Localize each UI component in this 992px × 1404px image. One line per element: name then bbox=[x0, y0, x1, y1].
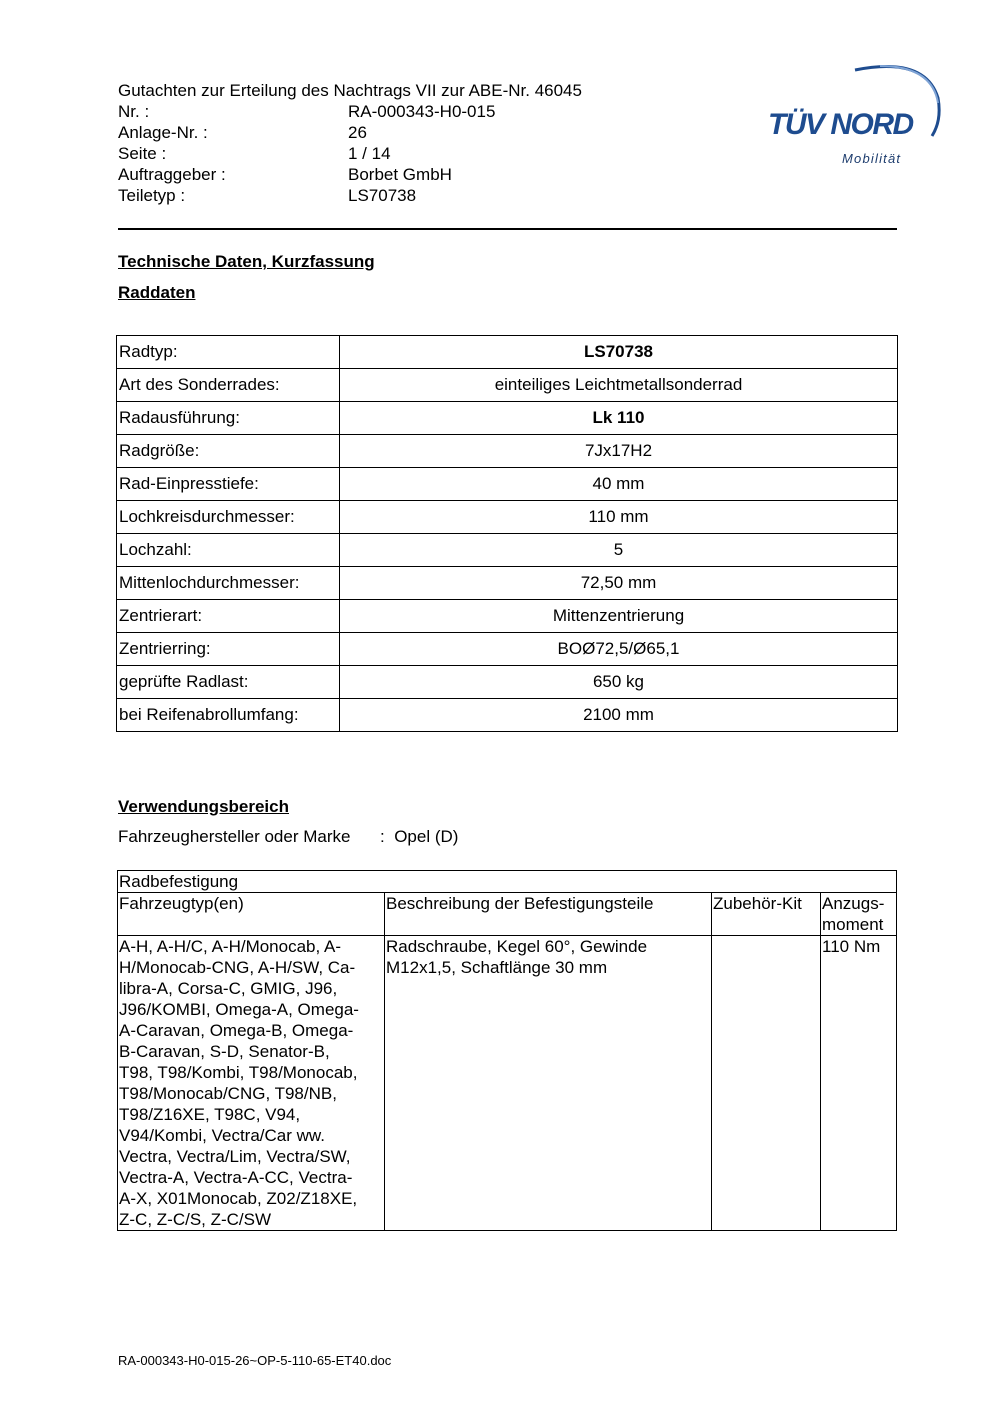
wheel-data-row bbox=[117, 369, 898, 402]
wheel-data-row bbox=[117, 468, 898, 501]
header-row-seite bbox=[118, 143, 582, 164]
wheel-data-table bbox=[116, 335, 898, 732]
wheel-data-value: 72,50 mm bbox=[340, 567, 898, 600]
tuev-nord-logo bbox=[760, 58, 945, 173]
header-torque: Anzugs- moment bbox=[821, 893, 897, 936]
header-label: Auftraggeber : bbox=[118, 165, 226, 184]
wheel-data-value: LS70738 bbox=[340, 336, 898, 369]
wheel-data-value: 650 kg bbox=[340, 666, 898, 699]
wheel-data-value: einteiliges Leichtmetallsonderrad bbox=[340, 369, 898, 402]
fastening-header-row bbox=[118, 893, 897, 936]
header-label: Seite : bbox=[118, 144, 167, 163]
header-value: RA-000343-H0-015 bbox=[348, 102, 496, 121]
document-title: Gutachten zur Erteilung des Nachtrags VII zur ABE-Nr. 46045 bbox=[118, 81, 582, 100]
wheel-data-row bbox=[117, 567, 898, 600]
fastening-row bbox=[118, 936, 897, 1231]
header-vehicle-types: Fahrzeugtyp(en) bbox=[118, 893, 385, 936]
footer-filename: RA-000343-H0-015-26~OP-5-110-65-ET40.doc bbox=[118, 1353, 392, 1368]
wheel-data-label: bei Reifenabrollumfang: bbox=[117, 699, 340, 732]
wheel-data-row bbox=[117, 336, 898, 369]
header-description: Beschreibung der Befestigungsteile bbox=[385, 893, 712, 936]
header-row-anlage bbox=[118, 122, 582, 143]
wheel-data-row bbox=[117, 666, 898, 699]
wheel-data-value: 40 mm bbox=[340, 468, 898, 501]
header-value: LS70738 bbox=[348, 186, 417, 205]
maker-value: Opel (D) bbox=[394, 827, 459, 846]
wheel-data-value: Lk 110 bbox=[340, 402, 898, 435]
fastening-table bbox=[117, 870, 897, 1231]
wheel-data-value: BOØ72,5/Ø65,1 bbox=[340, 633, 898, 666]
wheel-data-row bbox=[117, 402, 898, 435]
wheel-data-row bbox=[117, 501, 898, 534]
wheel-data-label: geprüfte Radlast: bbox=[117, 666, 340, 699]
wheel-data-value: 5 bbox=[340, 534, 898, 567]
document-header bbox=[118, 80, 582, 206]
header-row-auftraggeber bbox=[118, 164, 582, 185]
torque-cell: 110 Nm bbox=[821, 936, 897, 1231]
wheel-data-label: Art des Sonderrades: bbox=[117, 369, 340, 402]
section-heading-verwendung: Verwendungsbereich bbox=[118, 797, 289, 816]
header-label: Teiletyp : bbox=[118, 186, 186, 205]
wheel-data-row bbox=[117, 534, 898, 567]
wheel-data-value: 2100 mm bbox=[340, 699, 898, 732]
wheel-data-label: Rad-Einpresstiefe: bbox=[117, 468, 340, 501]
wheel-data-label: Mittenlochdurchmesser: bbox=[117, 567, 340, 600]
fastening-caption: Radbefestigung bbox=[118, 871, 897, 893]
header-kit: Zubehör-Kit bbox=[712, 893, 821, 936]
header-label: Anlage-Nr. : bbox=[118, 123, 208, 142]
header-value: 26 bbox=[348, 123, 367, 142]
section-heading-raddaten: Raddaten bbox=[118, 283, 196, 302]
maker-label: Fahrzeughersteller oder Marke bbox=[118, 827, 351, 846]
header-row-teiletyp bbox=[118, 185, 582, 206]
wheel-data-row bbox=[117, 600, 898, 633]
kit-cell bbox=[712, 936, 821, 1231]
wheel-data-label: Zentrierring: bbox=[117, 633, 340, 666]
fastening-caption-row bbox=[118, 871, 897, 893]
wheel-data-value: Mittenzentrierung bbox=[340, 600, 898, 633]
maker-separator: : bbox=[380, 827, 385, 846]
header-value: 1 / 14 bbox=[348, 144, 391, 163]
section-heading-tech: Technische Daten, Kurzfassung bbox=[118, 252, 375, 271]
vehicle-maker bbox=[118, 827, 458, 847]
wheel-data-row bbox=[117, 699, 898, 732]
wheel-data-value: 7Jx17H2 bbox=[340, 435, 898, 468]
header-divider bbox=[118, 228, 897, 230]
description-cell: Radschraube, Kegel 60°, Gewinde M12x1,5, Schaftlänge 30 mm bbox=[385, 936, 712, 1231]
wheel-data-value: 110 mm bbox=[340, 501, 898, 534]
wheel-data-label: Radgröße: bbox=[117, 435, 340, 468]
wheel-data-row bbox=[117, 633, 898, 666]
wheel-data-label: Zentrierart: bbox=[117, 600, 340, 633]
header-row-nr bbox=[118, 101, 582, 122]
logo-subtitle: Mobilität bbox=[842, 151, 902, 166]
header-label: Nr. : bbox=[118, 102, 150, 121]
wheel-data-label: Lochkreisdurchmesser: bbox=[117, 501, 340, 534]
wheel-data-row bbox=[117, 435, 898, 468]
header-value: Borbet GmbH bbox=[348, 165, 452, 184]
vehicle-types-cell: A-H, A-H/C, A-H/Monocab, A- H/Monocab-CNG, A-H/SW, Ca- libra-A, Corsa-C, GMIG, J96, J96/KOMBI, Omega-A, Omega- A-Caravan, Omega-B, Omega- B-Caravan, S-D, Senator-B, T98, T98/Kombi, T98/Monocab, T98/Monocab/CNG, T98/NB, T98/Z16XE, T98C, V94, V94/Kombi, Vectra/Car ww. Vectra, Vectra/Lim, Vectra/SW, Vectra-A, Vectra-A-CC, Vectra- A-X, X01Monocab, Z02/Z18XE, Z-C, Z-C/S, Z-C/SW bbox=[118, 936, 385, 1231]
logo-wordmark: TÜV NORD bbox=[768, 108, 913, 141]
wheel-data-label: Radausführung: bbox=[117, 402, 340, 435]
wheel-data-label: Lochzahl: bbox=[117, 534, 340, 567]
wheel-data-label: Radtyp: bbox=[117, 336, 340, 369]
